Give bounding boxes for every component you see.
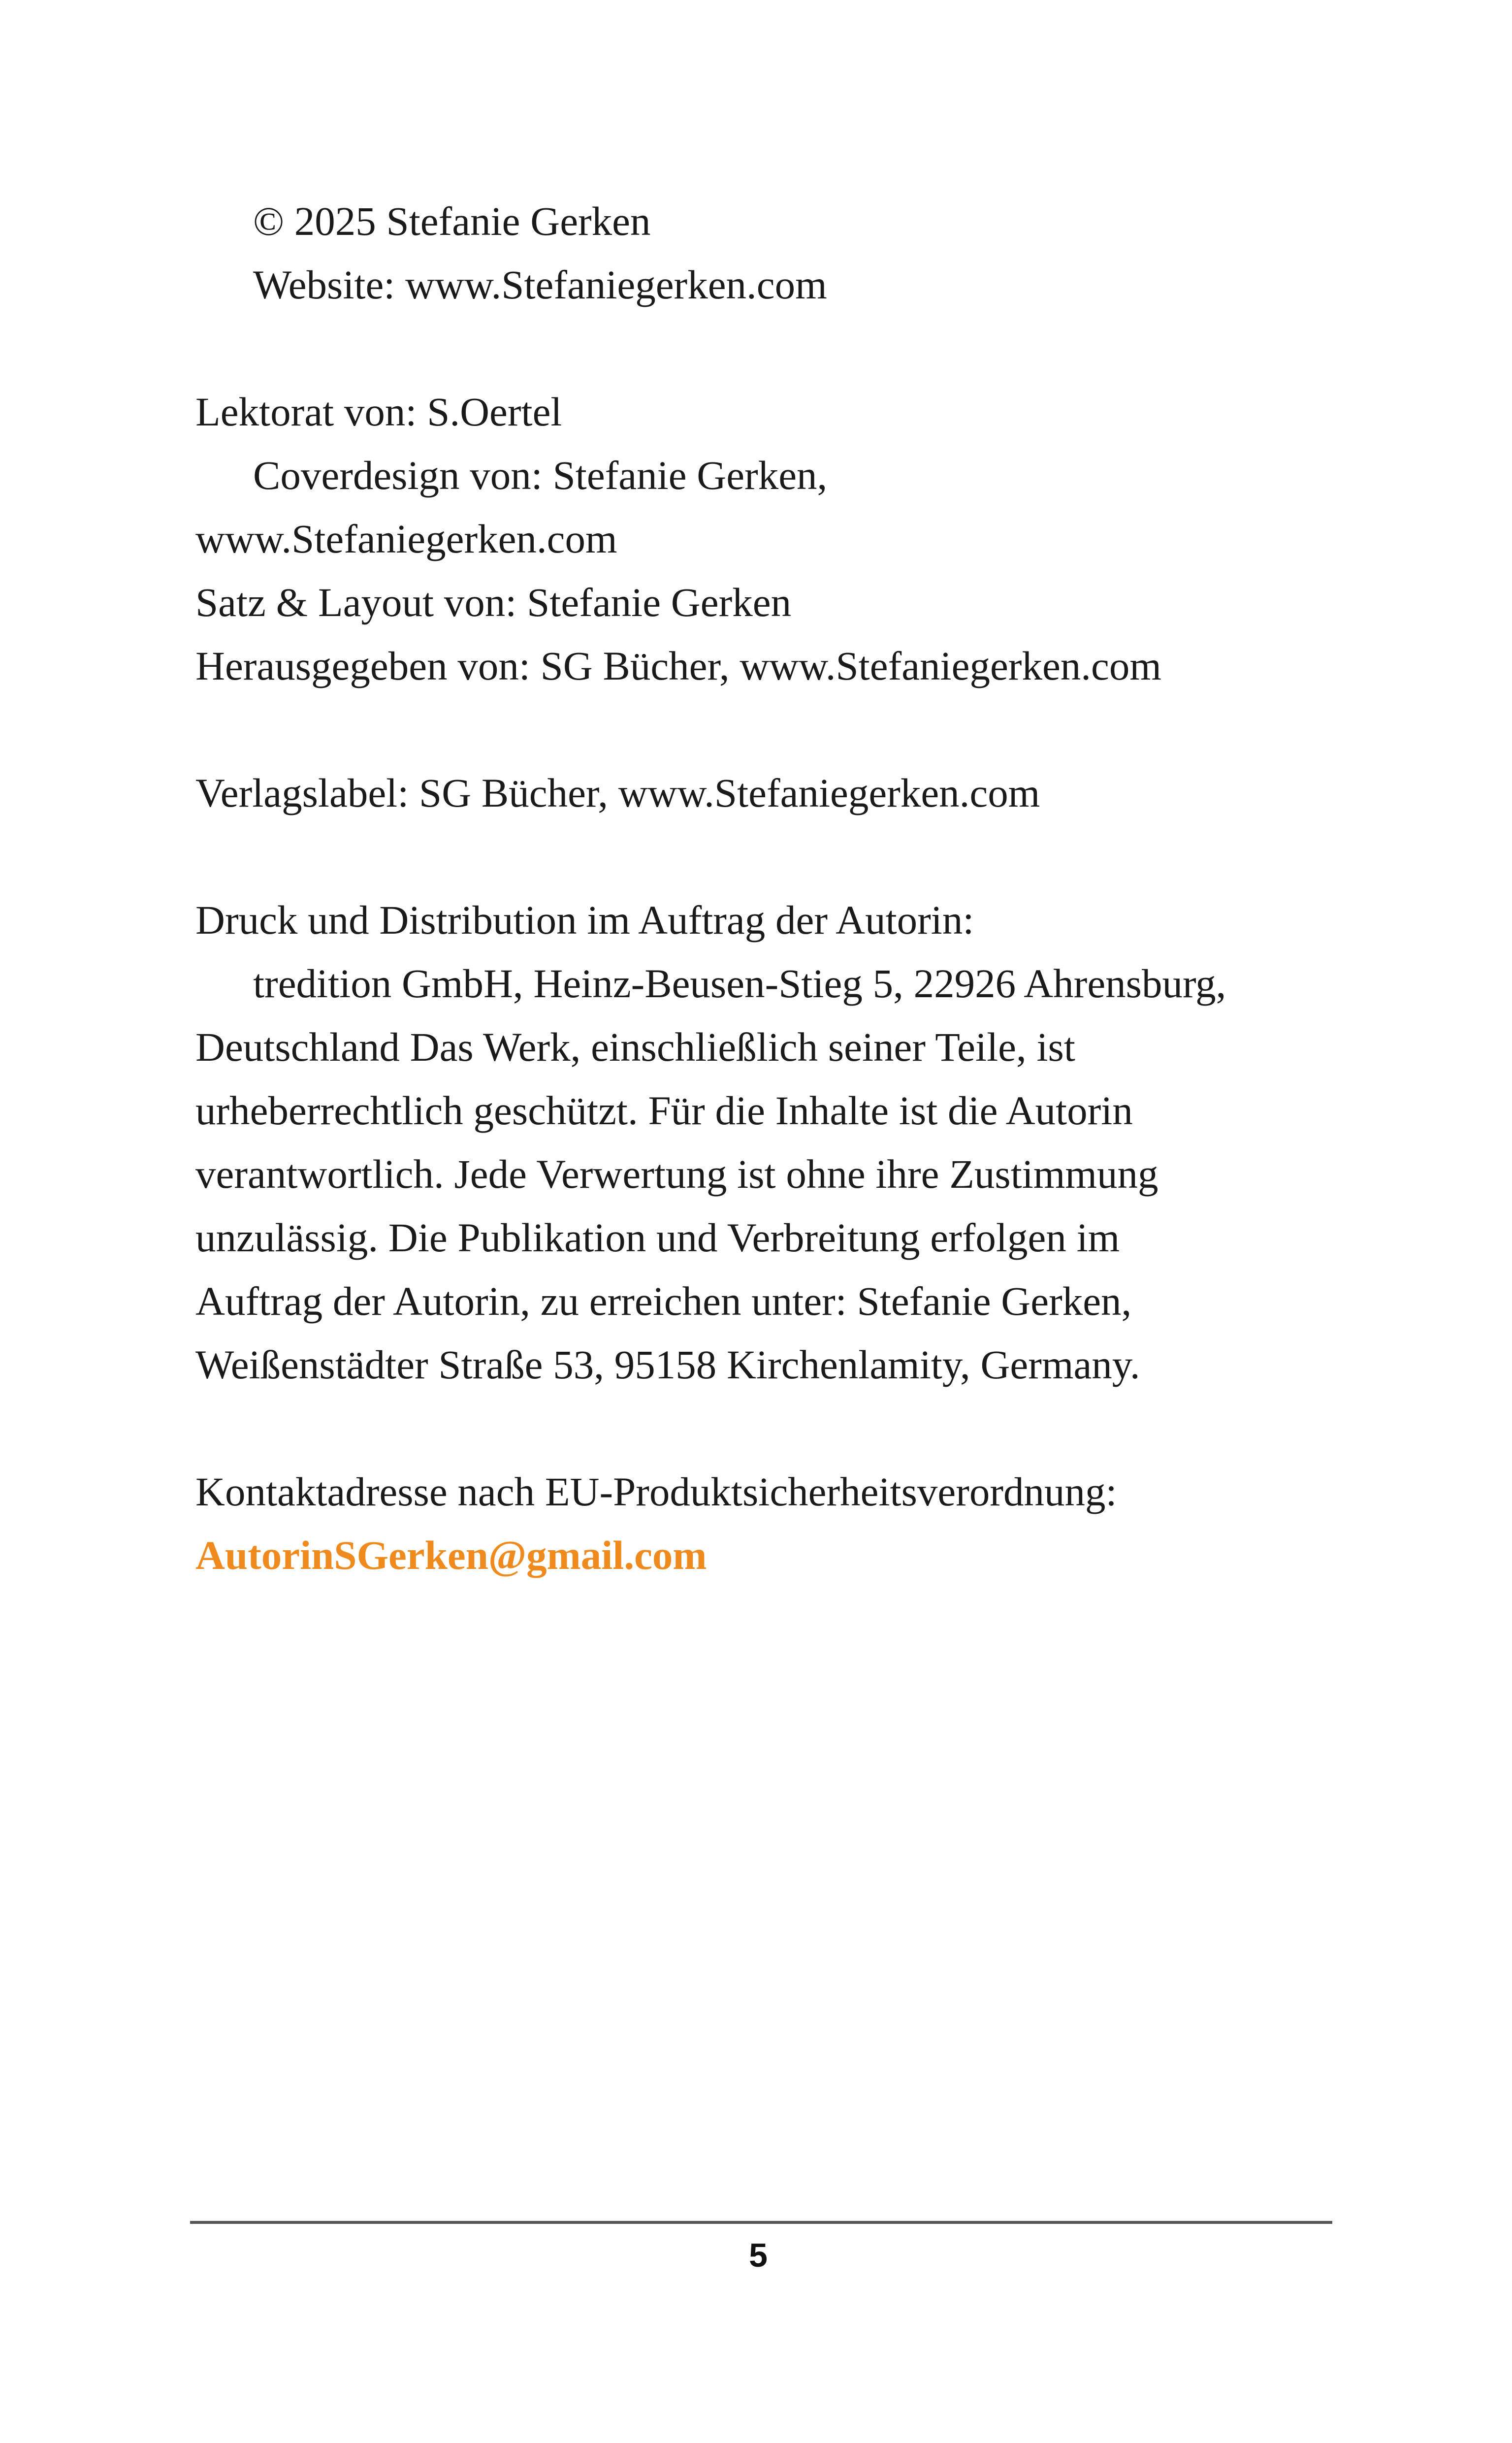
kontakt-line: Kontaktadresse nach EU-Produktsicherheitsverordnung: (195, 1469, 1117, 1514)
herausgeber-line: Herausgegeben von: SG Bücher, www.Stefaniegerken.com (195, 643, 1161, 688)
paragraph-gap (195, 317, 1338, 380)
copyright-line: © 2025 Stefanie Gerken (253, 198, 651, 244)
email-line (195, 1524, 1338, 1587)
website-line: Website: www.Stefaniegerken.com (253, 262, 827, 307)
druck-line: urheberrechtlich geschützt. Für die Inhalte ist die Autorin (195, 1088, 1133, 1133)
imprint-text (195, 190, 1338, 1587)
paragraph-gap (195, 825, 1338, 888)
lektorat-line: Lektorat von: S.Oertel (195, 389, 562, 434)
coverdesign-url-line: www.Stefaniegerken.com (195, 516, 617, 561)
druck-line: Deutschland Das Werk, einschließlich seiner Teile, ist (195, 1024, 1075, 1070)
paragraph-gap (195, 1397, 1338, 1460)
druck-line: Weißenstädter Straße 53, 95158 Kirchenlamity, Germany. (195, 1342, 1140, 1387)
druck-line: Druck und Distribution im Auftrag der Autorin: (195, 897, 974, 943)
verlagslabel-line: Verlagslabel: SG Bücher, www.Stefaniegerken.com (195, 770, 1040, 815)
footer-divider (190, 2221, 1332, 2224)
paragraph-gap (195, 698, 1338, 761)
druck-line: verantwortlich. Jede Verwertung ist ohne ihre Zustimmung (195, 1151, 1158, 1197)
druck-line: Auftrag der Autorin, zu erreichen unter: Stefanie Gerken, (195, 1278, 1132, 1324)
druck-line: tredition GmbH, Heinz-Beusen-Stieg 5, 22926 Ahrensburg, (253, 961, 1226, 1006)
druck-line: unzulässig. Die Publikation und Verbreitung erfolgen im (195, 1215, 1120, 1260)
coverdesign-line: Coverdesign von: Stefanie Gerken, (253, 453, 828, 498)
page-number: 5 (749, 2237, 768, 2274)
email-link[interactable]: AutorinSGerken@gmail.com (195, 1532, 707, 1578)
satz-layout-line: Satz & Layout von: Stefanie Gerken (195, 580, 792, 625)
